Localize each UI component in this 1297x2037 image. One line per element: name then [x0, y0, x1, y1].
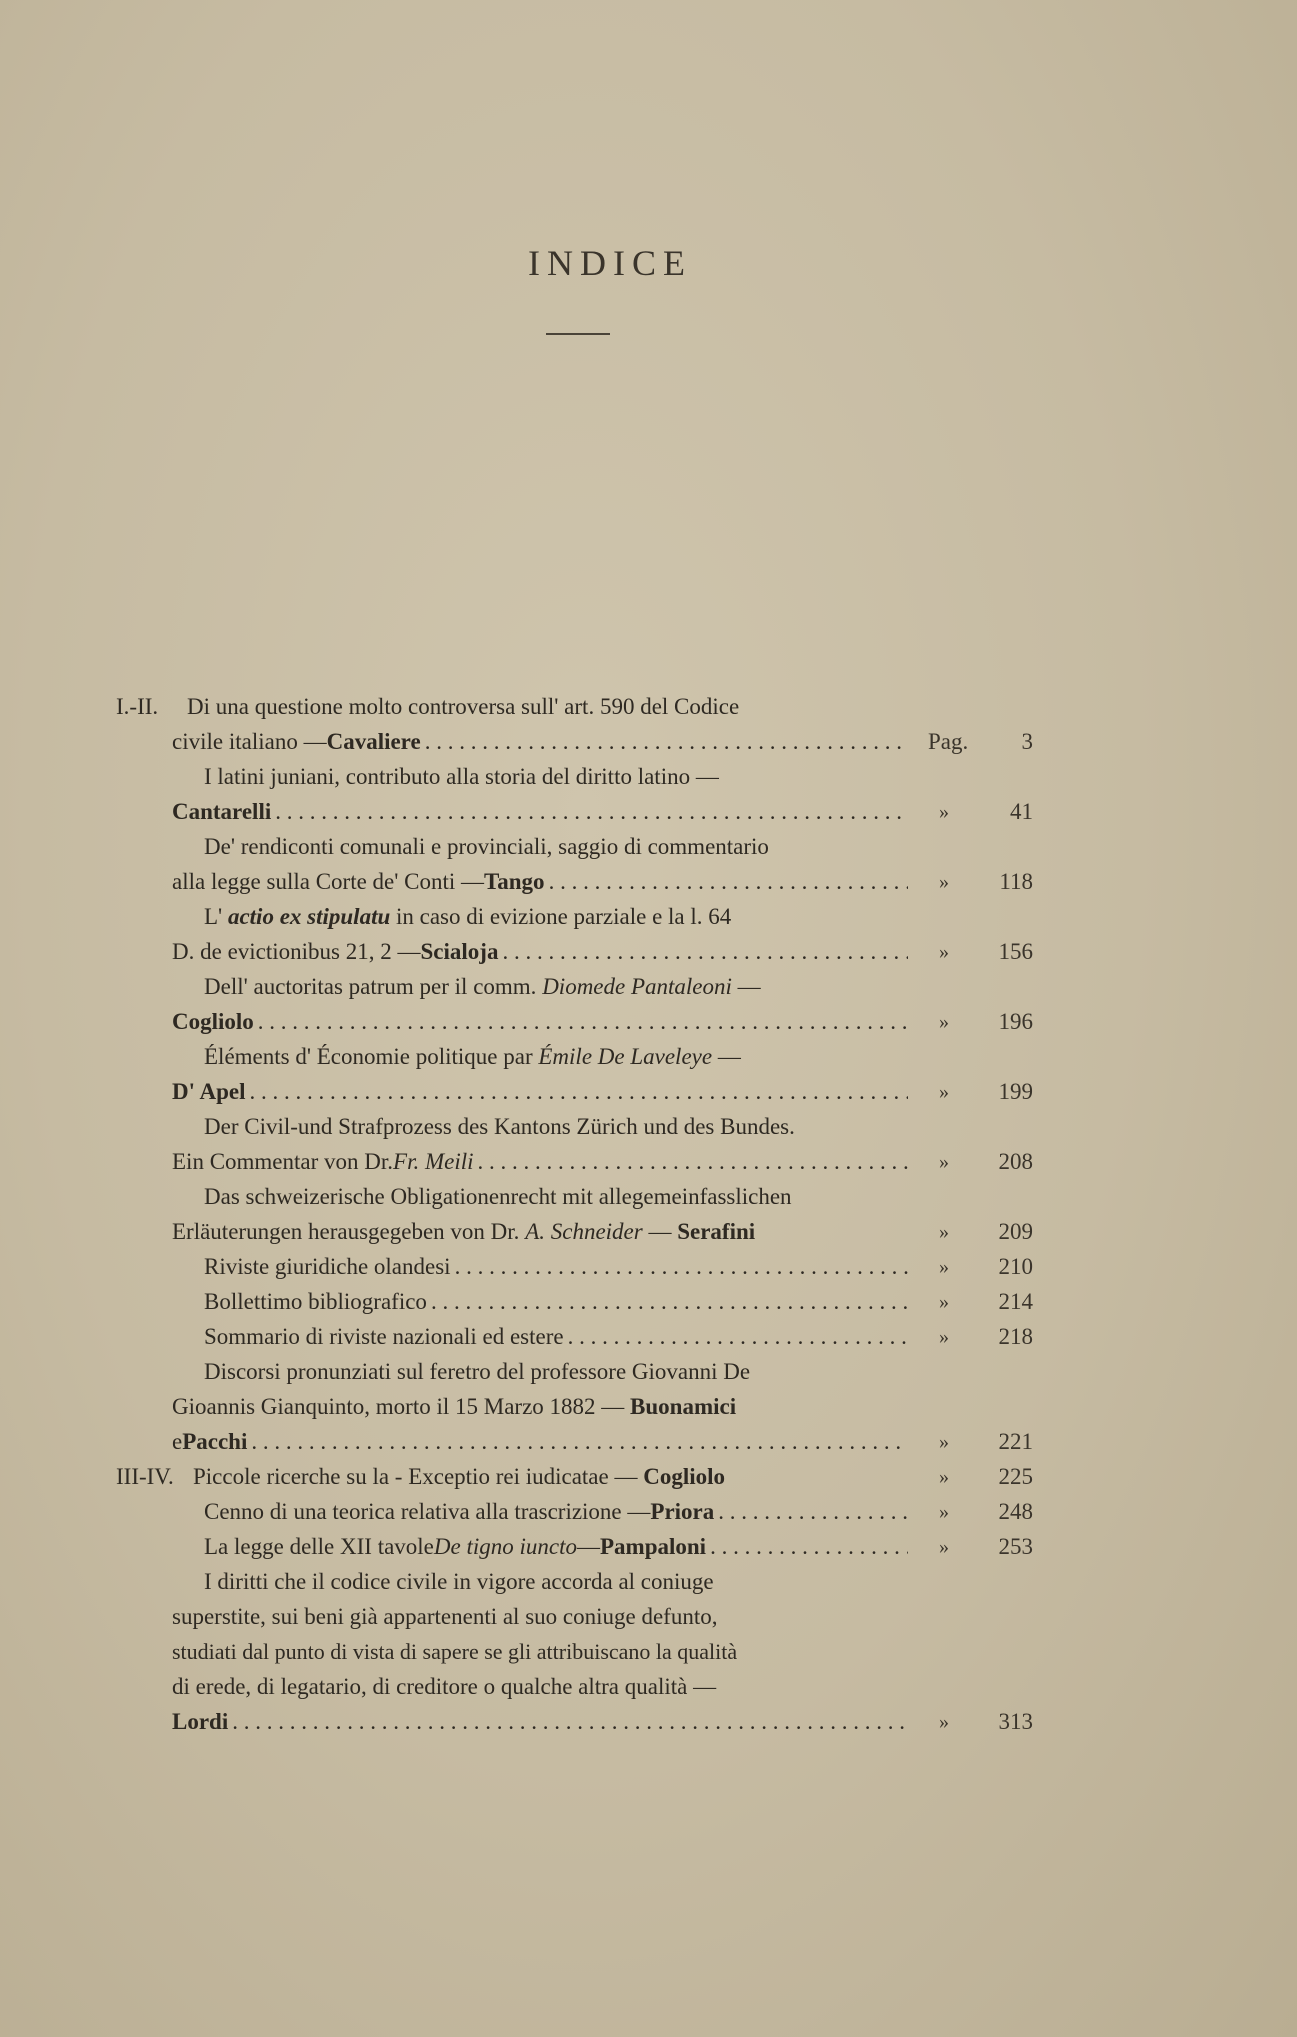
toc-entry-text: Piccole ricerche su la - Exceptio rei iudicatae — Cogliolo: [193, 1464, 725, 1489]
page-number: 214: [998, 1289, 1033, 1314]
section-number: I.-II.: [116, 694, 159, 719]
ditto-mark: »: [939, 1011, 949, 1033]
ditto-mark: »: [939, 801, 949, 823]
author-name: Lordi: [172, 1709, 229, 1734]
toc-entry-text: [172, 795, 908, 829]
toc-entry-text: Sommario di riviste nazionali ed estere . . .: [204, 1320, 908, 1354]
ditto-mark: »: [939, 1256, 949, 1278]
toc-entry-text: D. de evictionibus 21, 2 — Scialoja . . .: [172, 935, 908, 969]
page-number: 253: [998, 1534, 1033, 1559]
toc-entry-text: [172, 1005, 908, 1039]
author-name: Cogliolo: [643, 1464, 725, 1489]
author-name: D' Apel: [172, 1079, 246, 1104]
toc-entry-text: De' rendiconti comunali e provinciali, saggio di commentario: [204, 834, 769, 859]
ditto-mark: »: [939, 1151, 949, 1173]
page-number: 199: [998, 1079, 1033, 1104]
page-number: 225: [998, 1464, 1033, 1489]
page-number: 156: [998, 939, 1033, 964]
toc-entry-text: studiati dal punto di vista di sapere se gli attribuiscano la qualità: [172, 1639, 738, 1664]
title-rule: [546, 333, 610, 335]
toc-entry-text: L' actio ex stipulatu in caso di evizione parziale e la l. 64: [204, 904, 732, 929]
section-number: III-IV.: [116, 1464, 174, 1489]
page-number: 118: [999, 869, 1033, 894]
toc-entry-text: Cenno di una teorica relativa alla trascrizione — Priora . . .: [204, 1495, 908, 1529]
author-name: Cavaliere: [326, 729, 421, 754]
toc-entry-text: civile italiano — Cavaliere . . .: [172, 725, 908, 759]
toc-entry-text: I diritti che il codice civile in vigore accorda al coniuge: [204, 1569, 714, 1594]
page-number: 248: [998, 1499, 1033, 1524]
ditto-mark: »: [939, 1536, 949, 1558]
toc-entry-text: Riviste giuridiche olandesi . . .: [204, 1250, 908, 1284]
toc-entry-text: Ein Commentar von Dr. Fr. Meili . . .: [172, 1145, 908, 1179]
author-name: Priora: [650, 1499, 715, 1524]
ditto-mark: »: [939, 1221, 949, 1243]
author-name: Cantarelli: [172, 799, 272, 824]
author-name: Buonamici: [630, 1394, 737, 1419]
page-number: 209: [998, 1219, 1033, 1244]
toc-entry-text: Der Civil-und Strafprozess des Kantons Zürich und des Bundes.: [204, 1114, 795, 1139]
page-number: 3: [1021, 729, 1033, 754]
page-number: 208: [998, 1149, 1033, 1174]
ditto-mark: »: [939, 1466, 949, 1488]
page-number: 313: [998, 1709, 1033, 1734]
ditto-mark: »: [939, 1326, 949, 1348]
page-label: Pag.: [928, 729, 969, 754]
toc-entry-text: superstite, sui beni già appartenenti al suo coniuge defunto,: [172, 1604, 718, 1629]
ditto-mark: »: [939, 941, 949, 963]
ditto-mark: »: [939, 1711, 949, 1733]
ditto-mark: »: [939, 1291, 949, 1313]
page-number: 196: [998, 1009, 1033, 1034]
toc-entry-text: La legge delle XII tavole De tigno iuncto — Pampaloni . . .: [204, 1530, 908, 1564]
toc-entry-text: Dell' auctoritas patrum per il comm. Diomede Pantaleoni —: [204, 974, 761, 999]
toc-entry-text: [172, 1075, 908, 1109]
toc-entry-text: e Pacchi . . .: [172, 1425, 908, 1459]
toc-entry-text: I latini juniani, contributo alla storia del diritto latino —: [204, 764, 719, 789]
page-title: INDICE: [528, 243, 692, 283]
toc-entry-text: Bollettimo bibliografico . . .: [204, 1285, 908, 1319]
page-number: 218: [998, 1324, 1033, 1349]
page-number: 41: [1010, 799, 1033, 824]
author-name: Pacchi: [182, 1429, 248, 1454]
author-name: Serafini: [677, 1219, 756, 1244]
author-name: Pampaloni: [599, 1534, 707, 1559]
ditto-mark: »: [939, 871, 949, 893]
toc-entry-text: di erede, di legatario, di creditore o qualche altra qualità —: [172, 1674, 717, 1699]
toc-entry-text: Éléments d' Économie politique par Émile De Laveleye —: [204, 1044, 741, 1069]
toc-entry-text: Discorsi pronunziati sul feretro del professore Giovanni De: [204, 1359, 751, 1384]
toc-entry-text: Gioannis Gianquinto, morto il 15 Marzo 1882 — Buonamici: [172, 1394, 737, 1419]
toc-entry-text: Erläuterungen herausgegeben von Dr. A. Schneider — Serafini: [172, 1219, 756, 1244]
ditto-mark: »: [939, 1501, 949, 1523]
ditto-mark: »: [939, 1431, 949, 1453]
toc-entry-text: Das schweizerische Obligationenrecht mit allegemeinfasslichen: [204, 1184, 792, 1209]
author-name: Scialoja: [420, 939, 499, 964]
page-number: 221: [998, 1429, 1033, 1454]
toc-entry-text: alla legge sulla Corte de' Conti — Tango . . .: [172, 865, 908, 899]
toc-entry-text: Di una questione molto controversa sull' art. 590 del Codice: [187, 694, 740, 719]
author-name: Tango: [484, 869, 545, 894]
toc-entry-text: [172, 1705, 908, 1739]
ditto-mark: »: [939, 1081, 949, 1103]
author-name: Cogliolo: [172, 1009, 254, 1034]
page-number: 210: [998, 1254, 1033, 1279]
